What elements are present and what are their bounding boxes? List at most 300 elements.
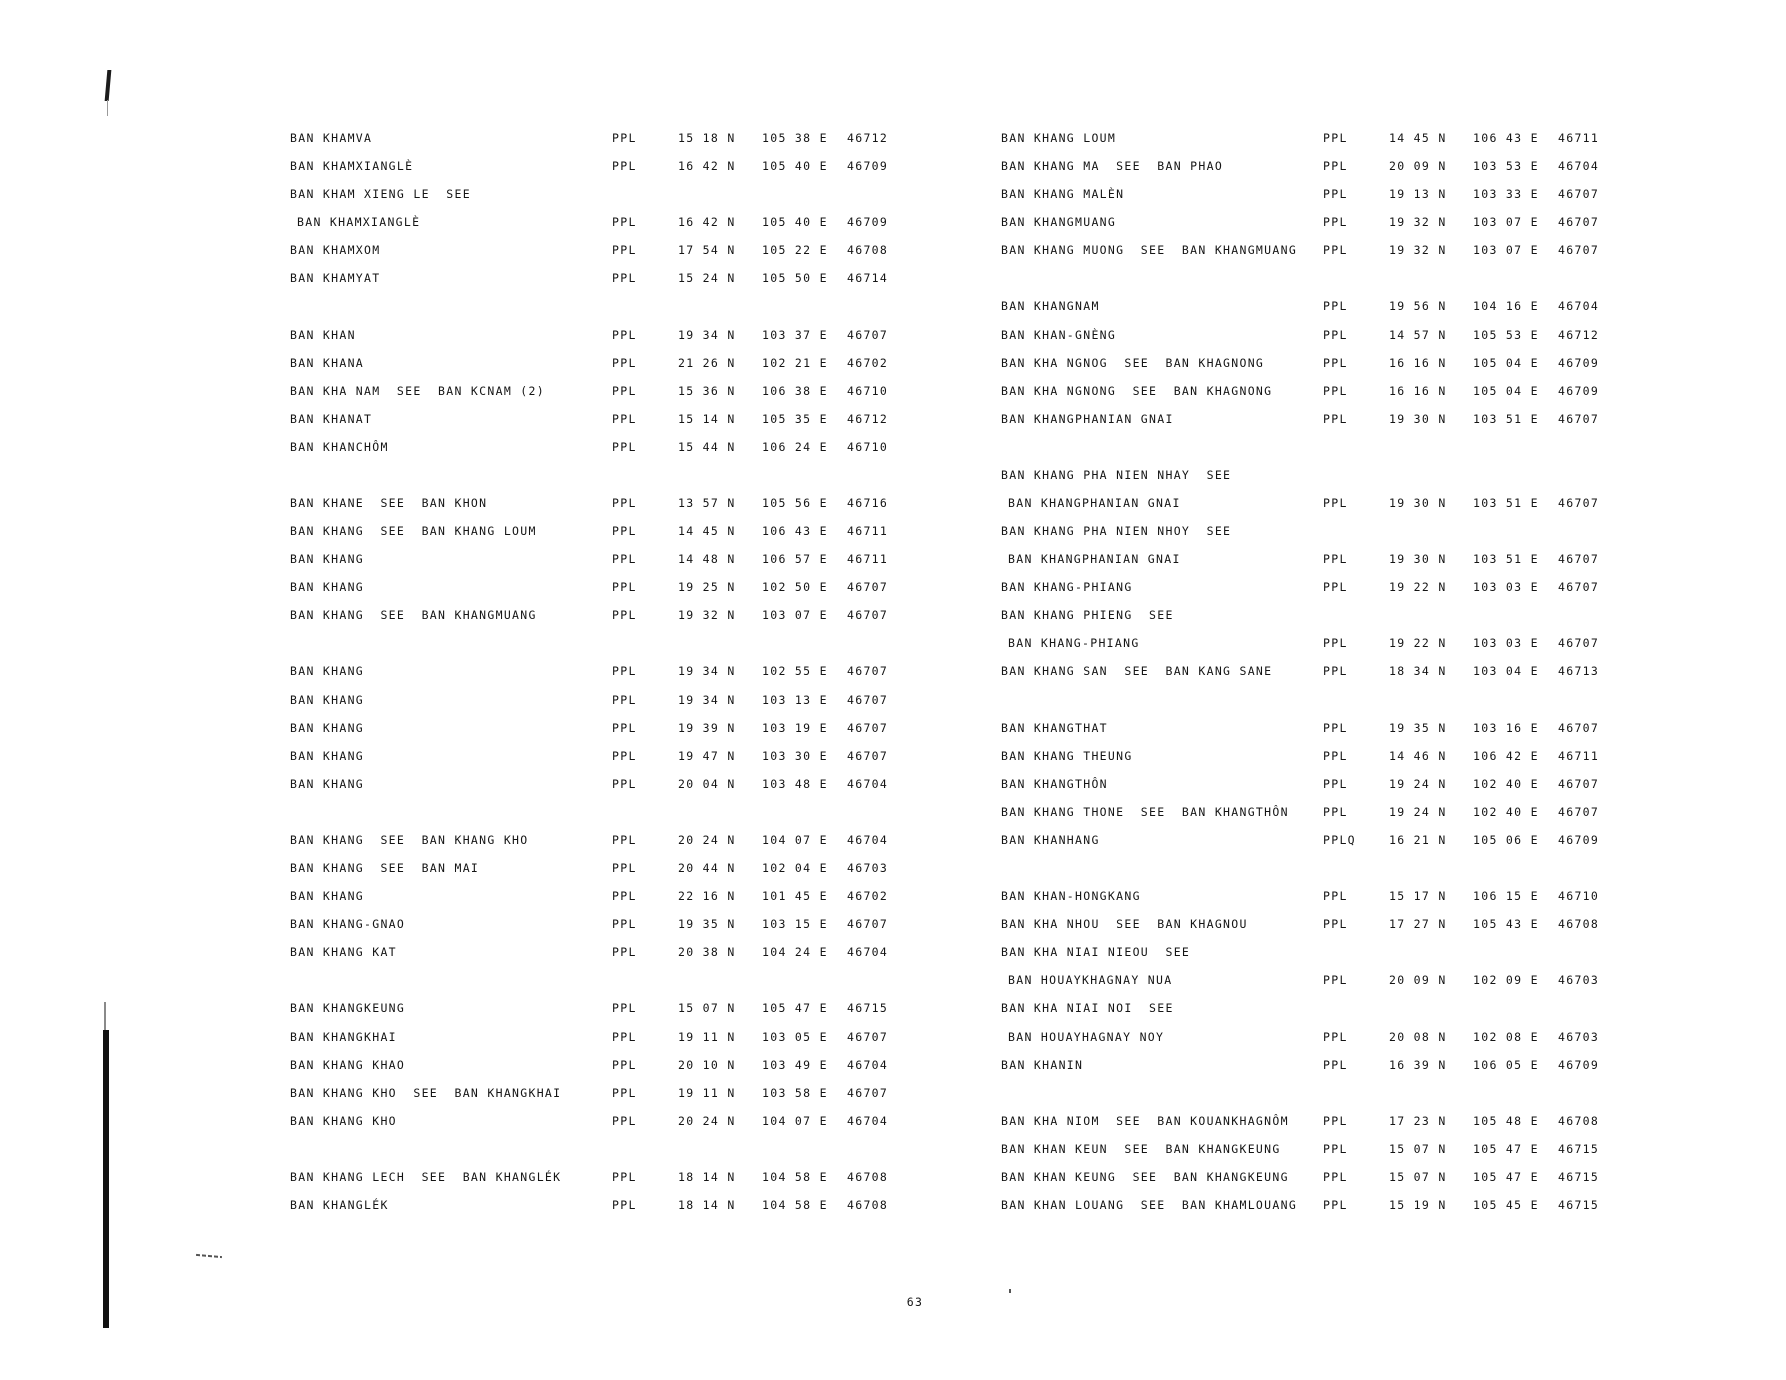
place-name: BAN KHAN LOUANG SEE BAN KHAMLOUANG [1001, 1197, 1298, 1212]
entry-line [1001, 629, 1621, 657]
gazetteer-entry [290, 321, 910, 349]
latitude: 19 22 N [1389, 580, 1447, 595]
gazetteer-entry [290, 349, 910, 377]
designation-code: PPL [612, 692, 637, 707]
latitude: 18 34 N [1389, 664, 1447, 679]
latitude: 13 57 N [678, 496, 736, 511]
designation-code: PPL [612, 917, 637, 932]
latitude: 14 45 N [1389, 131, 1447, 145]
scan-mark-binding-edge-faint [104, 1002, 106, 1032]
sheet-number: 46715 [1558, 1169, 1600, 1184]
longitude: 102 08 E [1473, 1029, 1539, 1044]
entry-line [290, 601, 910, 629]
gazetteer-entry [1001, 377, 1621, 405]
place-name: BAN KHANGTHÔN [1001, 776, 1108, 791]
longitude: 106 43 E [1473, 131, 1539, 145]
longitude: 106 42 E [1473, 748, 1539, 763]
place-name: BAN KHANG SEE BAN KHANGMUANG [290, 608, 537, 623]
gazetteer-entry [290, 714, 910, 742]
entry-line [1001, 1107, 1621, 1135]
sheet-number: 46713 [1558, 664, 1600, 679]
place-name: BAN KHANG SEE BAN MAI [290, 861, 480, 876]
latitude: 19 34 N [678, 692, 736, 707]
gazetteer-entry [290, 770, 910, 798]
longitude: 105 50 E [762, 271, 828, 286]
entry-line [1001, 994, 1621, 1022]
sheet-number: 46710 [1558, 889, 1600, 904]
place-name: BAN KHANG [290, 720, 365, 735]
latitude: 17 54 N [678, 243, 736, 258]
place-name: BAN KHA NHOU SEE BAN KHAGNOU [1001, 917, 1248, 932]
longitude: 105 35 E [762, 411, 828, 426]
entry-line [290, 377, 910, 405]
place-name: BAN KHANG [290, 692, 365, 707]
gazetteer-entry [290, 180, 910, 236]
entry-line [290, 433, 910, 461]
longitude: 106 15 E [1473, 889, 1539, 904]
sheet-number: 46714 [847, 271, 889, 286]
cross-reference-name: BAN HOUAYKHAGNAY NUA [1008, 973, 1173, 988]
entry-line [1001, 461, 1621, 489]
place-name: BAN KHA NGNONG SEE BAN KHAGNONG [1001, 383, 1273, 398]
latitude: 19 13 N [1389, 187, 1447, 202]
entry-line [290, 489, 910, 517]
gazetteer-entry [290, 601, 910, 629]
latitude: 16 42 N [678, 159, 736, 174]
longitude: 105 47 E [762, 1001, 828, 1016]
entry-line [290, 686, 910, 714]
entry-line [290, 573, 910, 601]
longitude: 105 06 E [1473, 832, 1539, 847]
place-name: BAN KHA NIAI NOI SEE [1001, 1001, 1174, 1016]
sheet-number: 46704 [1558, 159, 1600, 174]
sheet-number: 46704 [847, 1113, 889, 1128]
entry-line [1001, 657, 1621, 685]
sheet-number: 46707 [1558, 215, 1600, 230]
sheet-number: 46704 [847, 832, 889, 847]
latitude: 16 42 N [678, 215, 736, 230]
longitude: 105 47 E [1473, 1169, 1539, 1184]
cross-reference-name: BAN KHAMXIANGLÈ [297, 215, 421, 230]
designation-code: PPL [612, 1057, 637, 1072]
entry-group [1001, 882, 1621, 1079]
longitude: 106 05 E [1473, 1057, 1539, 1072]
sheet-number: 46709 [1558, 832, 1600, 847]
entry-line [290, 124, 910, 152]
entry-line [290, 1051, 910, 1079]
longitude: 105 47 E [1473, 1141, 1539, 1156]
entry-line [1001, 601, 1621, 629]
gazetteer-entry [1001, 910, 1621, 938]
gazetteer-entry [290, 489, 910, 517]
designation-code: PPL [612, 720, 637, 735]
designation-code: PPL [612, 383, 637, 398]
place-name: BAN KHANE SEE BAN KHON [290, 496, 488, 511]
gazetteer-entry [290, 742, 910, 770]
cross-reference-name: BAN KHANGPHANIAN GNAI [1008, 496, 1181, 511]
designation-code: PPL [612, 243, 637, 258]
entry-line [290, 714, 910, 742]
right-column [1001, 124, 1621, 1219]
scan-mark-top-stroke [105, 70, 112, 101]
longitude: 103 30 E [762, 748, 828, 763]
gazetteer-entry [290, 152, 910, 180]
designation-code: PPL [1323, 552, 1348, 567]
place-name: BAN KHANG KHO [290, 1113, 397, 1128]
sheet-number: 46707 [847, 664, 889, 679]
designation-code: PPL [612, 608, 637, 623]
sheet-number: 46707 [1558, 411, 1600, 426]
designation-code: PPL [1323, 889, 1348, 904]
sheet-number: 46707 [847, 692, 889, 707]
designation-code: PPL [612, 355, 637, 370]
latitude: 19 32 N [678, 608, 736, 623]
sheet-number: 46707 [847, 720, 889, 735]
entry-group [290, 321, 910, 461]
sheet-number: 46716 [847, 496, 889, 511]
entry-group [290, 489, 910, 629]
designation-code: PPL [612, 159, 637, 174]
place-name: BAN KHANG SAN SEE BAN KANG SANE [1001, 664, 1273, 679]
latitude: 17 27 N [1389, 917, 1447, 932]
designation-code: PPL [1323, 973, 1348, 988]
latitude: 19 25 N [678, 580, 736, 595]
entry-line [290, 152, 910, 180]
gazetteer-entry [1001, 1107, 1621, 1135]
designation-code: PPL [612, 552, 637, 567]
longitude: 103 13 E [762, 692, 828, 707]
entry-line [1001, 966, 1621, 994]
gazetteer-entry [1001, 292, 1621, 320]
designation-code: PPL [1323, 1141, 1348, 1156]
longitude: 102 55 E [762, 664, 828, 679]
sheet-number: 46710 [847, 383, 889, 398]
sheet-number: 46707 [847, 1029, 889, 1044]
sheet-number: 46708 [847, 1169, 889, 1184]
designation-code: PPL [612, 1169, 637, 1184]
entry-line [290, 657, 910, 685]
place-name: BAN KHA NIAI NIEOU SEE [1001, 945, 1191, 960]
place-name: BAN KHAM XIENG LE SEE [290, 187, 471, 202]
entry-group [290, 657, 910, 797]
entry-line [1001, 377, 1621, 405]
place-name: BAN KHANG [290, 776, 365, 791]
longitude: 103 51 E [1473, 496, 1539, 511]
longitude: 103 16 E [1473, 720, 1539, 735]
designation-code: PPL [1323, 776, 1348, 791]
longitude: 103 37 E [762, 327, 828, 342]
entry-line [290, 1191, 910, 1219]
entry-line [1001, 1163, 1621, 1191]
latitude: 15 18 N [678, 131, 736, 145]
place-name: BAN KHANGNAM [1001, 299, 1100, 314]
place-name: BAN KHANG [290, 889, 365, 904]
designation-code: PPL [612, 664, 637, 679]
scan-mark-dash [196, 1254, 222, 1258]
longitude: 103 51 E [1473, 552, 1539, 567]
sheet-number: 46707 [847, 608, 889, 623]
designation-code: PPL [1323, 1113, 1348, 1128]
latitude: 20 24 N [678, 1113, 736, 1128]
gazetteer-entry [290, 573, 910, 601]
gazetteer-entry [290, 910, 910, 938]
designation-code: PPL [1323, 1029, 1348, 1044]
latitude: 19 47 N [678, 748, 736, 763]
longitude: 105 40 E [762, 159, 828, 174]
longitude: 105 22 E [762, 243, 828, 258]
place-name: BAN KHANG MA SEE BAN PHAO [1001, 159, 1224, 174]
place-name: BAN KHANGKEUNG [290, 1001, 406, 1016]
longitude: 104 16 E [1473, 299, 1539, 314]
entry-line [290, 742, 910, 770]
longitude: 103 48 E [762, 776, 828, 791]
entry-line [290, 1163, 910, 1191]
entry-line [290, 349, 910, 377]
latitude: 19 30 N [1389, 411, 1447, 426]
page-number: 63 [906, 1295, 924, 1309]
sheet-number: 46711 [1558, 748, 1600, 763]
entry-line [1001, 208, 1621, 236]
place-name: BAN KHANGLÉK [290, 1197, 389, 1212]
longitude: 102 21 E [762, 355, 828, 370]
latitude: 19 24 N [1389, 804, 1447, 819]
sheet-number: 46707 [1558, 243, 1600, 258]
gazetteer-entry [290, 433, 910, 461]
latitude: 15 17 N [1389, 889, 1447, 904]
sheet-number: 46704 [1558, 299, 1600, 314]
gazetteer-entry [290, 994, 910, 1022]
place-name: BAN KHANG LOUM [1001, 131, 1117, 145]
entry-line [290, 180, 910, 208]
sheet-number: 46707 [1558, 720, 1600, 735]
cross-reference-name: BAN KHANG-PHIANG [1008, 636, 1140, 651]
latitude: 19 32 N [1389, 215, 1447, 230]
place-name: BAN KHAMXOM [290, 243, 381, 258]
gazetteer-entry [1001, 1135, 1621, 1163]
longitude: 105 45 E [1473, 1197, 1539, 1212]
designation-code: PPL [612, 271, 637, 286]
gazetteer-entry [1001, 517, 1621, 573]
latitude: 15 36 N [678, 383, 736, 398]
designation-code: PPL [1323, 131, 1348, 145]
sheet-number: 46702 [847, 889, 889, 904]
scan-mark-top-faint [107, 100, 108, 116]
gazetteer-entry [1001, 826, 1621, 854]
sheet-number: 46709 [847, 159, 889, 174]
gazetteer-entry [1001, 798, 1621, 826]
sheet-number: 46707 [1558, 776, 1600, 791]
gazetteer-entry [290, 236, 910, 264]
place-name: BAN KHANG PHIENG SEE [1001, 608, 1174, 623]
designation-code: PPL [1323, 411, 1348, 426]
designation-code: PPLQ [1323, 832, 1356, 847]
entry-group [290, 994, 910, 1134]
longitude: 106 57 E [762, 552, 828, 567]
gazetteer-entry [290, 854, 910, 882]
longitude: 104 24 E [762, 945, 828, 960]
entry-line [1001, 798, 1621, 826]
longitude: 105 40 E [762, 215, 828, 230]
entry-group [290, 1163, 910, 1219]
longitude: 105 56 E [762, 496, 828, 511]
longitude: 105 38 E [762, 131, 828, 145]
sheet-number: 46709 [847, 215, 889, 230]
entry-line [1001, 180, 1621, 208]
place-name: BAN KHANG THONE SEE BAN KHANGTHÔN [1001, 804, 1289, 819]
longitude: 103 03 E [1473, 636, 1539, 651]
sheet-number: 46710 [847, 439, 889, 454]
sheet-number: 46707 [847, 1085, 889, 1100]
entry-line [1001, 321, 1621, 349]
designation-code: PPL [612, 861, 637, 876]
entry-line [1001, 236, 1621, 264]
latitude: 19 56 N [1389, 299, 1447, 314]
latitude: 18 14 N [678, 1169, 736, 1184]
latitude: 21 26 N [678, 355, 736, 370]
sheet-number: 46712 [1558, 327, 1600, 342]
longitude: 102 40 E [1473, 776, 1539, 791]
gazetteer-entry [290, 1107, 910, 1135]
latitude: 19 22 N [1389, 636, 1447, 651]
entry-line [1001, 1051, 1621, 1079]
latitude: 16 16 N [1389, 355, 1447, 370]
entry-line [1001, 292, 1621, 320]
place-name: BAN KHANG LECH SEE BAN KHANGLÉK [290, 1169, 562, 1184]
designation-code: PPL [1323, 327, 1348, 342]
entry-line [1001, 742, 1621, 770]
latitude: 20 10 N [678, 1057, 736, 1072]
gazetteer-entry [290, 377, 910, 405]
sheet-number: 46707 [1558, 187, 1600, 202]
entry-line [1001, 770, 1621, 798]
latitude: 19 30 N [1389, 552, 1447, 567]
longitude: 106 24 E [762, 439, 828, 454]
sheet-number: 46715 [1558, 1141, 1600, 1156]
place-name: BAN KHANG-PHIANG [1001, 580, 1133, 595]
latitude: 16 21 N [1389, 832, 1447, 847]
longitude: 102 50 E [762, 580, 828, 595]
designation-code: PPL [1323, 496, 1348, 511]
latitude: 22 16 N [678, 889, 736, 904]
entry-line [290, 1107, 910, 1135]
gazetteer-entry [290, 657, 910, 685]
designation-code: PPL [612, 327, 637, 342]
sheet-number: 46707 [1558, 552, 1600, 567]
place-name: BAN KHAN-GNÈNG [1001, 327, 1117, 342]
longitude: 103 07 E [762, 608, 828, 623]
designation-code: PPL [1323, 720, 1348, 735]
designation-code: PPL [1323, 159, 1348, 174]
designation-code: PPL [612, 439, 637, 454]
longitude: 103 07 E [1473, 243, 1539, 258]
latitude: 18 14 N [678, 1197, 736, 1212]
designation-code: PPL [1323, 804, 1348, 819]
sheet-number: 46708 [847, 243, 889, 258]
entry-line [290, 938, 910, 966]
gazetteer-entry [1001, 657, 1621, 685]
entry-line [1001, 1191, 1621, 1219]
designation-code: PPL [612, 1197, 637, 1212]
entry-line [1001, 405, 1621, 433]
sheet-number: 46707 [847, 327, 889, 342]
entry-group [1001, 461, 1621, 686]
gazetteer-entry [290, 405, 910, 433]
designation-code: PPL [612, 1085, 637, 1100]
latitude: 16 16 N [1389, 383, 1447, 398]
sheet-number: 46707 [1558, 580, 1600, 595]
latitude: 20 08 N [1389, 1029, 1447, 1044]
gazetteer-entry [290, 124, 910, 152]
longitude: 105 48 E [1473, 1113, 1539, 1128]
cross-reference-name: BAN HOUAYHAGNAY NOY [1008, 1029, 1165, 1044]
longitude: 105 43 E [1473, 917, 1539, 932]
entry-line [290, 994, 910, 1022]
latitude: 20 09 N [1389, 973, 1447, 988]
longitude: 104 07 E [762, 1113, 828, 1128]
designation-code: PPL [612, 832, 637, 847]
latitude: 15 24 N [678, 271, 736, 286]
sheet-number: 46712 [847, 131, 889, 145]
sheet-number: 46708 [847, 1197, 889, 1212]
longitude: 106 38 E [762, 383, 828, 398]
place-name: BAN KHAN KEUN SEE BAN KHANGKEUNG [1001, 1141, 1281, 1156]
sheet-number: 46712 [847, 411, 889, 426]
entry-group [1001, 124, 1621, 264]
place-name: BAN KHANG [290, 664, 365, 679]
gazetteer-entry [1001, 405, 1621, 433]
sheet-number: 46715 [1558, 1197, 1600, 1212]
designation-code: PPL [612, 748, 637, 763]
entry-group [1001, 714, 1621, 854]
entry-line [1001, 573, 1621, 601]
gazetteer-entry [1001, 1051, 1621, 1079]
sheet-number: 46703 [1558, 1029, 1600, 1044]
longitude: 103 05 E [762, 1029, 828, 1044]
gazetteer-entry [290, 545, 910, 573]
latitude: 14 57 N [1389, 327, 1447, 342]
gazetteer-entry [1001, 601, 1621, 657]
designation-code: PPL [612, 889, 637, 904]
place-name: BAN KHANIN [1001, 1057, 1084, 1072]
sheet-number: 46703 [1558, 973, 1600, 988]
entry-group [1001, 292, 1621, 432]
gazetteer-entry [1001, 180, 1621, 208]
longitude: 103 19 E [762, 720, 828, 735]
gazetteer-entry [1001, 461, 1621, 517]
place-name: BAN KHAN [290, 327, 356, 342]
entry-group [1001, 1107, 1621, 1219]
designation-code: PPL [1323, 748, 1348, 763]
latitude: 20 24 N [678, 832, 736, 847]
longitude: 102 04 E [762, 861, 828, 876]
sheet-number: 46707 [847, 917, 889, 932]
place-name: BAN KHAMYAT [290, 271, 381, 286]
designation-code: PPL [612, 1029, 637, 1044]
gazetteer-entry [290, 1163, 910, 1191]
gazetteer-entry [290, 882, 910, 910]
entry-line [290, 854, 910, 882]
entry-line [1001, 349, 1621, 377]
latitude: 20 09 N [1389, 159, 1447, 174]
place-name: BAN KHANG [290, 580, 365, 595]
place-name: BAN KHANG [290, 748, 365, 763]
gazetteer-entry [1001, 573, 1621, 601]
designation-code: PPL [612, 580, 637, 595]
entry-line [1001, 545, 1621, 573]
entry-line [1001, 1023, 1621, 1051]
designation-code: PPL [1323, 355, 1348, 370]
longitude: 102 09 E [1473, 973, 1539, 988]
